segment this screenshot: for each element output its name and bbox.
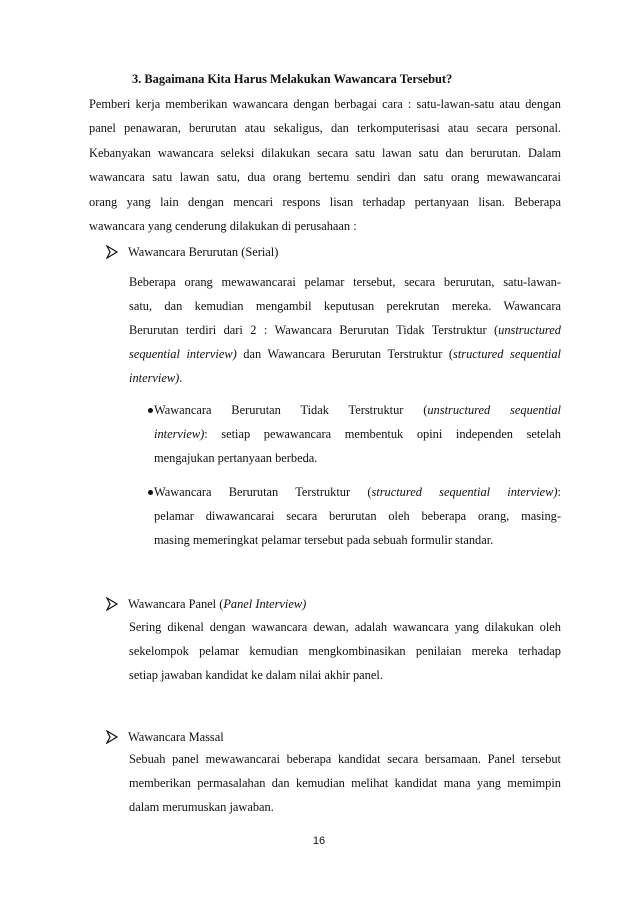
intro-line: panel penawaran, berurutan atau sekaligus, dan terkomputerisasi atau secara personal. bbox=[89, 121, 561, 136]
section-heading: 3. Bagaimana Kita Harus Melakukan Wawancara Tersebut? bbox=[132, 72, 453, 86]
italic-term: structured sequential interview) bbox=[371, 485, 558, 499]
sub-line bbox=[154, 398, 561, 422]
intro-line: Kebanyakan wawancara seleksi dilakukan secara satu lawan satu dan berurutan. Dalam bbox=[89, 145, 561, 160]
para-line: Sering dikenal dengan wawancara dewan, adalah wawancara yang dilakukan oleh bbox=[129, 620, 561, 634]
sub-line: mengajukan pertanyaan berbeda. bbox=[154, 451, 318, 465]
intro-line: Pemberi kerja memberikan wawancara dengan berbagai cara : satu-lawan-satu atau dengan bbox=[89, 97, 561, 111]
bullet-title: Wawancara Massal bbox=[128, 730, 224, 744]
bullet-dot-icon bbox=[148, 408, 153, 413]
italic-term: unstructured bbox=[498, 323, 561, 337]
intro-line: wawancara yang cenderung dilakukan di perusahaan : bbox=[89, 218, 357, 233]
italic-term: unstructured sequential bbox=[427, 403, 561, 417]
sub-item-unstructured bbox=[154, 398, 561, 470]
sub-line bbox=[154, 422, 561, 446]
serial-paragraph bbox=[129, 270, 561, 390]
sub-line bbox=[154, 480, 561, 504]
para-line: dalam merumuskan jawaban. bbox=[129, 800, 274, 814]
panel-paragraph bbox=[129, 615, 561, 687]
para-line: satu, dan kemudian mengambil keputusan perekrutan mereka. Wawancara bbox=[129, 299, 561, 313]
para-line: memberikan permasalahan dan kemudian melihat kandidat mana yang memimpin bbox=[129, 776, 561, 790]
text-span: : setiap pewawancara membentuk opini independen setelah bbox=[204, 427, 561, 441]
text-span: Wawancara Berurutan Tidak Terstruktur ( bbox=[154, 403, 428, 417]
text-span: . bbox=[179, 371, 183, 385]
text-span: Wawancara Berurutan Terstruktur ( bbox=[154, 485, 372, 499]
text-span: : bbox=[557, 485, 561, 499]
arrow-bullet-icon bbox=[106, 597, 118, 611]
para-line bbox=[129, 342, 561, 366]
bullet-title bbox=[128, 597, 306, 612]
arrow-bullet-icon bbox=[106, 730, 118, 744]
bullet-dot-icon bbox=[148, 490, 153, 495]
sub-item-structured bbox=[154, 480, 561, 552]
sub-line: masing memeringkat pelamar tersebut pada sebuah formulir standar. bbox=[154, 533, 494, 547]
bullet-title: Wawancara Berurutan (Serial) bbox=[128, 245, 279, 259]
italic-term: Panel Interview) bbox=[223, 597, 307, 611]
arrow-bullet-icon bbox=[106, 245, 118, 259]
para-line bbox=[129, 366, 561, 390]
intro-line: wawancara satu lawan satu, dua orang bertemu sendiri dan satu orang mewawancarai bbox=[89, 170, 561, 185]
italic-term: sequential interview) bbox=[129, 347, 237, 361]
sub-line: pelamar diwawancarai secara berurutan oleh beberapa orang, masing- bbox=[154, 509, 561, 523]
para-line: sekelompok pelamar kemudian mengkombinasikan penilaian mereka terhadap bbox=[129, 644, 561, 658]
intro-line: orang yang lain dengan mencari respons lisan terhadap pertanyaan lisan. Beberapa bbox=[89, 194, 561, 209]
para-line: setiap jawaban kandidat ke dalam nilai akhir panel. bbox=[129, 668, 383, 682]
page-number: 16 bbox=[312, 835, 326, 847]
intro-paragraph bbox=[89, 92, 561, 238]
italic-term: interview) bbox=[129, 371, 180, 385]
text-span: dan Wawancara Berurutan Terstruktur ( bbox=[236, 347, 454, 361]
massal-paragraph bbox=[129, 747, 561, 819]
italic-term: structured sequential bbox=[453, 347, 561, 361]
para-line: Sebuah panel mewawancarai beberapa kandidat secara bersamaan. Panel tersebut bbox=[129, 752, 561, 766]
italic-term: interview) bbox=[154, 427, 205, 441]
text-span: Berurutan terdiri dari 2 : Wawancara Berurutan Tidak Terstruktur ( bbox=[129, 323, 499, 337]
para-line bbox=[129, 318, 561, 342]
para-line: Beberapa orang mewawancarai pelamar tersebut, secara berurutan, satu-lawan- bbox=[129, 275, 561, 289]
text-span: Wawancara Panel ( bbox=[128, 597, 224, 611]
